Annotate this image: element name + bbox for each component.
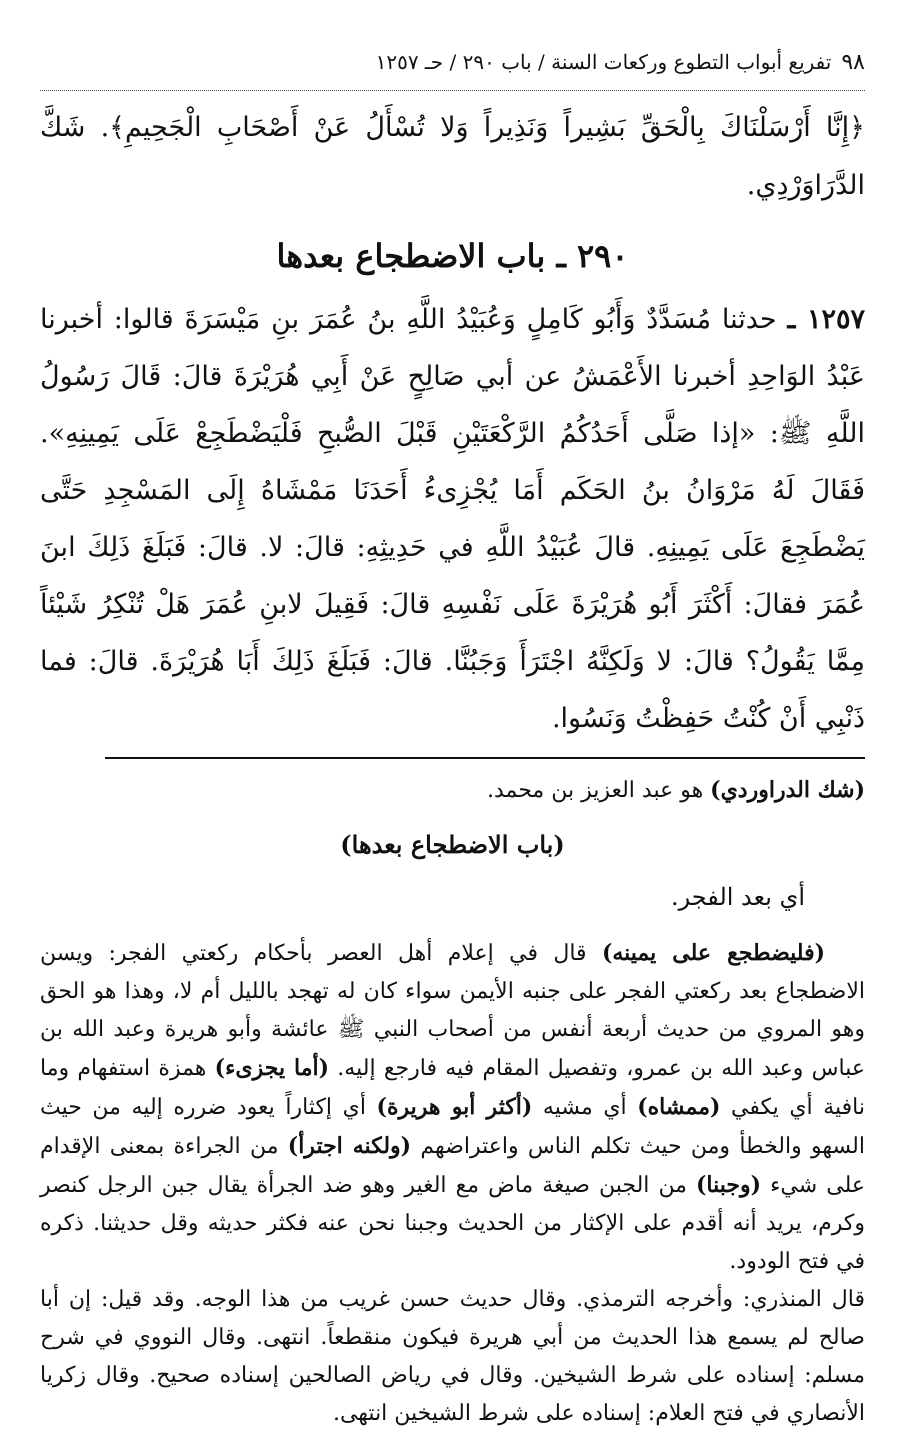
commentary-sub-heading: (باب الاضطجاع بعدها): [340, 830, 565, 859]
book-page: [40, 50, 865, 1433]
lemma: (ولكنه اجترأ): [287, 1133, 412, 1159]
running-header: [40, 50, 865, 91]
header-title: تفريع أبواب التطوع وركعات السنة / باب ٢٩٠ / حـ ١٢٥٧: [375, 50, 832, 74]
commentary-text: من الجبن صيغة ماض مع الغير وهو ضد الجرأة يقال جبن الرجل كنصر وكرم، يريد أنه أقدم على الإكثار من الحديث وجبنا نحن عنه فكثر حديثه وقل حديثنا. ذكره في فتح الودود.: [40, 1173, 865, 1274]
commentary-text: أي مشيه: [532, 1095, 638, 1120]
note-text: هو عبد العزيز بن محمد.: [486, 778, 711, 803]
verse-text: ﴿إِنَّا أَرْسَلْنَاكَ بِالْحَقِّ بَشِيراً وَنَذِيراً وَلا تُسْأَلُ عَنْ أَصْحَابِ الْجَحِيمِ﴾. شَكَّ الدَّرَاوَرْدِي.: [40, 112, 865, 201]
hadith-text: حدثنا مُسَدَّدٌ وَأَبُو كَامِلٍ وَعُبَيْدُ اللَّهِ بنُ عُمَرَ بنِ مَيْسَرَةَ قالوا: أخبرنا عَبْدُ الوَاحِدِ أخبرنا الأَعْمَشُ عن أبي صَالِحٍ عَنْ أَبِي هُرَيْرَةَ قالَ: قَالَ رَسُولُ اللَّهِ ﷺ: «إذا صَلَّى أَحَدُكُمُ الرَّكْعَتَيْنِ قَبْلَ الصُّبحِ فَلْيَضْطَجِعْ عَلَى يَمِينِهِ». فَقَالَ لَهُ مَرْوَانُ بنُ الحَكَم أَمَا يُجْزِىءُ أَحَدَنَا مَمْشَاهُ إِلَى المَسْجِدِ حَتَّى يَضْطَجِعَ عَلَى يَمِينِهِ. قالَ عُبَيْدُ اللَّهِ في حَدِيثِهِ: قالَ: لا. قالَ: فَبَلَغَ ذَلِكَ ابنَ عُمَرَ فقالَ: أَكْثَرَ أَبُو هُرَيْرَةَ عَلَى نَفْسِهِ قالَ: فَقِيلَ لابنِ عُمَرَ هَلْ تُنْكِرُ شَيْئاً مِمَّا يَقُولُ؟ قالَ: لا وَلَكِنَّهُ اجْتَرَأَ وَجَبُنَّا. قالَ: فَبَلَغَ ذَلِكَ أَبَا هُرَيْرَةَ. قالَ: فما ذَنْبِي أَنْ كُنْتُ حَفِظْتُ وَنَسُوا.: [40, 304, 865, 734]
commentary-text: همزة استفهام وما نافية أي يكفي: [40, 1056, 865, 1120]
lemma: (أكثر أبو هريرة): [376, 1094, 533, 1120]
commentary-text: قال في إعلام أهل العصر بأحكام ركعتي الفجر: ويسن الاضطجاع بعد ركعتي الفجر على جنبه الأيمن سواء كان له تهجد بالليل أم لا، وهذا هو الحق وهو المروي من حديث أربعة أنفس من أصحاب النبي ﷺ عائشة وأبو هريرة وعبد الله بن عباس وعبد الله بن عمرو، وتفصيل المقام فيه فارجع إليه.: [40, 941, 865, 1081]
section-divider: [105, 757, 865, 759]
lemma: (وجبنا): [696, 1172, 762, 1198]
commentary-paragraph-2: قال المنذري: وأخرجه الترمذي. وقال حديث حسن غريب من هذا الوجه. وقد قيل: إن أبا صالح لم يسمع هذا الحديث من أبي هريرة فيكون منقطعاً. انتهى. وقال النووي في شرح مسلم: إسناده على شرط الشيخين. وقال في رياض الصالحين إسناده صحيح. وقال زكريا الأنصاري في فتح العلام: إسناده على شرط الشيخين انتهى.: [40, 1287, 865, 1426]
chapter-heading: ٢٩٠ ـ باب الاضطجاع بعدها: [276, 237, 629, 275]
lemma: (فليضطجع على يمينه): [601, 940, 825, 966]
lemma: (أما يجزىء): [214, 1055, 330, 1081]
commentary-text: من الجراءة بمعنى الإقدام على شيء: [40, 1134, 865, 1198]
hadith-number: ١٢٥٧ ـ: [787, 304, 865, 335]
commentary-after-bab: أي بعد الفجر.: [670, 883, 805, 911]
commentary-note: [40, 771, 865, 810]
hadith-block: [40, 291, 865, 747]
lemma: (ممشاه): [637, 1094, 721, 1120]
page-number: ٩٨: [841, 50, 865, 75]
commentary-paragraph-1: [40, 934, 865, 1281]
commentary-text: أي إكثاراً يعود ضرره إليه من حيث السهو والخطأ ومن حيث تكلم الناس واعتراضهم: [40, 1095, 865, 1159]
commentary: [40, 771, 865, 1433]
note-lemma: (شك الدراوردي): [710, 777, 865, 803]
